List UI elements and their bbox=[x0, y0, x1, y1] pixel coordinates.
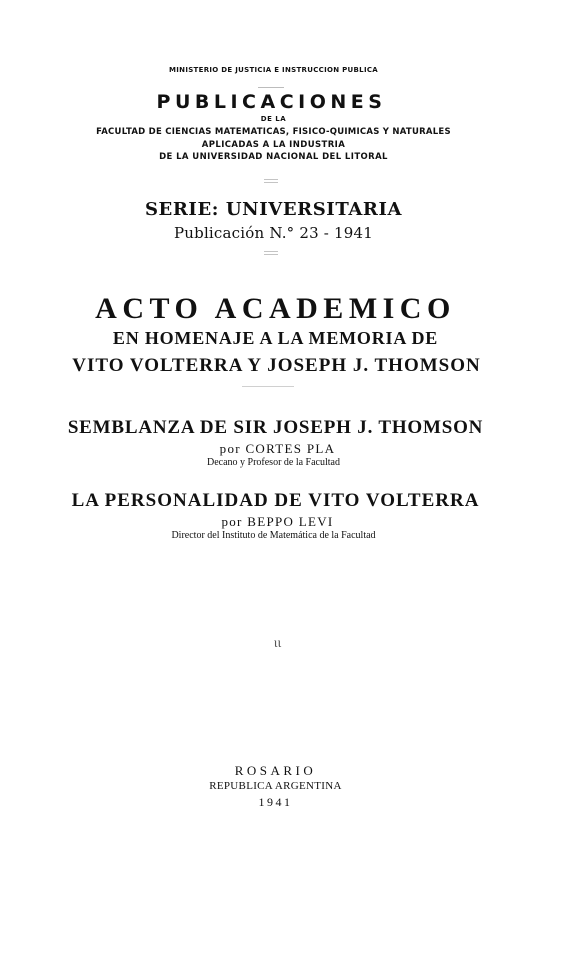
page-mark: ιι bbox=[273, 636, 282, 651]
section1-title: SEMBLANZA DE SIR JOSEPH J. THOMSON bbox=[67, 417, 484, 438]
series-line: SERIE: UNIVERSITARIA bbox=[144, 199, 403, 220]
university-line: DE LA UNIVERSIDAD NACIONAL DEL LITORAL bbox=[159, 152, 388, 162]
imprint-country: REPUBLICA ARGENTINA bbox=[209, 780, 342, 792]
homenaje-line: EN HOMENAJE A LA MEMORIA DE bbox=[112, 328, 439, 348]
section2-author: por BEPPO LEVI bbox=[221, 514, 334, 529]
section1-role: Decano y Profesor de la Facultad bbox=[206, 457, 340, 468]
ornament-2 bbox=[264, 251, 278, 259]
title-divider bbox=[242, 386, 294, 387]
section2-role: Director del Instituto de Matemática de la Facultad bbox=[171, 530, 376, 541]
applied-line: APLICADAS A LA INDUSTRIA bbox=[201, 140, 346, 150]
publications-heading: PUBLICACIONES bbox=[156, 91, 387, 113]
ministry-line: MINISTERIO DE JUSTICIA E INSTRUCCION PUBLICA bbox=[168, 66, 378, 74]
section2-title: LA PERSONALIDAD DE VITO VOLTERRA bbox=[71, 490, 480, 511]
publication-number: Publicación N.° 23 - 1941 bbox=[173, 224, 374, 242]
ornament-1 bbox=[264, 179, 278, 187]
section1-author: por CORTES PLA bbox=[219, 441, 336, 456]
imprint-year: 1941 bbox=[258, 795, 293, 809]
faculty-line: FACULTAD DE CIENCIAS MATEMATICAS, FISICO-QUIMICAS Y NATURALES bbox=[96, 127, 451, 137]
de-la-line: DE LA bbox=[260, 115, 287, 123]
acto-academico-title: ACTO ACADEMICO bbox=[95, 292, 456, 325]
honorees-line: VITO VOLTERRA Y JOSEPH J. THOMSON bbox=[72, 355, 481, 376]
header-divider bbox=[258, 87, 284, 88]
imprint-city: ROSARIO bbox=[234, 763, 317, 778]
